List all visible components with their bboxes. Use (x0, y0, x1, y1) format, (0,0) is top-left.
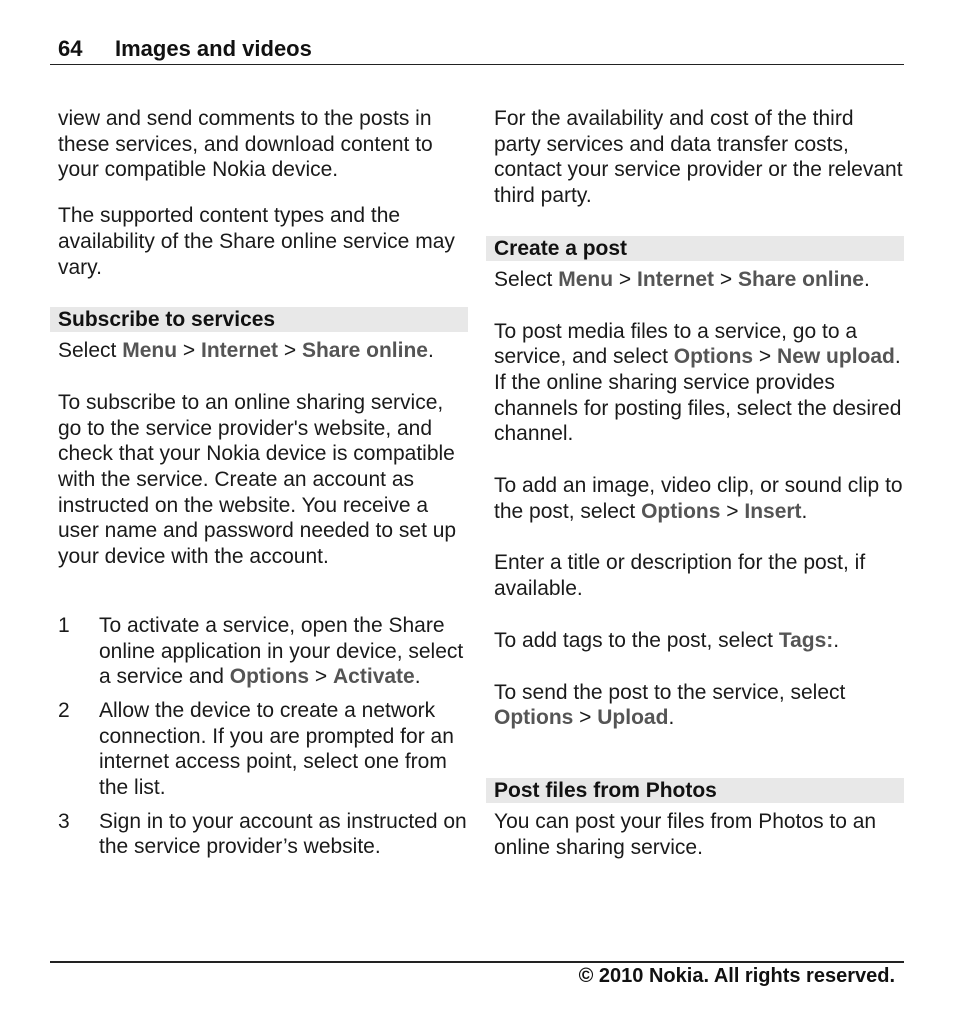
menu-term: Menu (558, 267, 614, 291)
options-term: Options (673, 345, 754, 369)
subscribe-paragraph: To subscribe to an online sharing service, go to the service provider's website, and check that your Nokia device is compatible with the service. Create an account as instructed on the website. You receive a user name and password needed to set up your device with the account. (58, 390, 457, 569)
variance-paragraph: The supported content types and the availability of the Share online service may vary. (58, 204, 455, 279)
period: . (668, 706, 675, 730)
right-column (494, 106, 904, 860)
footer-rule (50, 961, 904, 963)
separator: > (714, 267, 738, 291)
availability-paragraph: For the availability and cost of the third party services and data transfer costs, contact your service provider or the relevant third party. (494, 107, 903, 208)
separator: > (720, 499, 745, 523)
add-media-paragraph (494, 473, 904, 524)
tags-paragraph (494, 628, 904, 654)
step-text: Sign in to your account as instructed on the service provider’s website. (99, 809, 467, 859)
tags-text: To add tags to the post, select (494, 628, 779, 652)
options-term: Options (494, 706, 574, 730)
post-media-text: To post media files to a service, go to a service, and select (494, 319, 858, 369)
create-post-heading: Create a post (486, 236, 904, 261)
step-text: Allow the device to create a network connection. If you are prompted for an internet access point, select one from the list. (99, 698, 454, 800)
title-paragraph: Enter a title or description for the post, if available. (494, 551, 866, 601)
activate-term: Activate (333, 665, 415, 689)
post-media-text-end: . If the online sharing service provides channels for posting files, select the desired channel. (494, 345, 902, 446)
post-media-paragraph (494, 319, 904, 448)
separator: > (613, 267, 637, 291)
step-number: 1 (58, 613, 70, 637)
separator: > (753, 345, 778, 369)
subscribe-heading: Subscribe to services (50, 307, 468, 332)
post-from-photos-heading: Post files from Photos (486, 778, 904, 803)
create-menu-path (494, 267, 904, 293)
internet-term: Internet (200, 339, 278, 363)
header-rule (50, 64, 904, 65)
separator: > (309, 665, 334, 689)
period: . (801, 499, 808, 523)
subscribe-menu-path (58, 338, 468, 364)
period: . (863, 267, 870, 291)
select-word: Select (58, 339, 117, 363)
period: . (414, 665, 421, 689)
add-media-text: To add an image, video clip, or sound clip to the post, select (494, 474, 903, 523)
separator: > (177, 339, 201, 363)
intro-paragraph: view and send comments to the posts in these services, and download content to your compatible Nokia device. (58, 107, 433, 182)
send-paragraph (494, 680, 904, 731)
separator: > (573, 706, 598, 730)
page-number: 64 (58, 36, 83, 61)
share-online-term: Share online (737, 267, 864, 291)
page-header (58, 36, 312, 62)
list-item (58, 613, 468, 690)
menu-term: Menu (122, 339, 178, 363)
separator: > (278, 339, 302, 363)
photos-paragraph: You can post your files from Photos to an online sharing service. (494, 809, 877, 859)
section-title: Images and videos (115, 36, 312, 61)
copyright-footer: © 2010 Nokia. All rights reserved. (578, 965, 895, 987)
step-list (58, 613, 468, 860)
period: . (833, 628, 840, 652)
step-number: 3 (58, 809, 70, 833)
tags-term: Tags: (778, 628, 834, 652)
new-upload-term: New upload (777, 345, 895, 369)
options-term: Options (641, 499, 721, 523)
internet-term: Internet (636, 267, 714, 291)
left-column (58, 106, 468, 868)
insert-term: Insert (744, 499, 802, 523)
share-online-term: Share online (301, 339, 428, 363)
select-word: Select (494, 267, 553, 291)
options-term: Options (229, 665, 310, 689)
list-item (58, 809, 468, 860)
step-text: To activate a service, open the Share online application in your device, select a service and (99, 613, 464, 689)
step-number: 2 (58, 698, 70, 722)
send-text: To send the post to the service, select (494, 680, 846, 704)
period: . (427, 339, 434, 363)
list-item (58, 698, 468, 801)
upload-term: Upload (597, 706, 669, 730)
